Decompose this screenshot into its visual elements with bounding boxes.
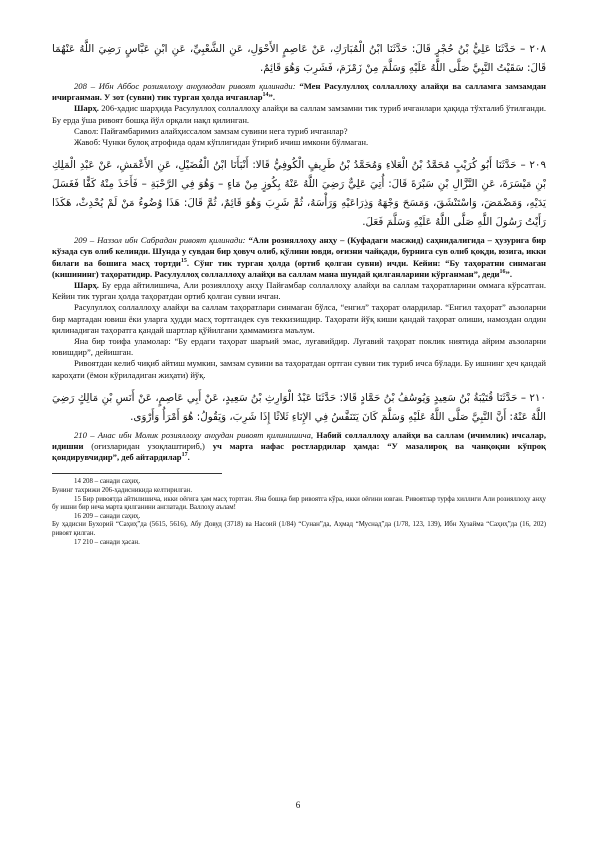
hadith-209-paragraph-4: Ривоятдан келиб чиқиб айтиш мумкин, замзам сувини ва таҳоратдан ортган сувни тик туриб ичса бўлади. Бу ишнинг ҳеч қандай кароҳати (ёмон кўриладиган жиҳати) йўқ. (52, 358, 546, 380)
hadith-208-translation (52, 81, 546, 103)
hadith-210-translation: 210 – Анас ибн Молик розияллоҳу анҳудан ривоят қилинишича, Набий соллаллоҳу алайҳи ва саллам (ичимлик) ичсалар, идишни (оғизларидан узоқлаштириб,) уч марта нафас ростлардилар ҳамда: “У мазалироқ ва чанқоқни кўпроқ қондирувчидир”, деб айтардилар$^{17}$. (52, 429, 546, 463)
document-page (52, 40, 546, 547)
hadith-208-arabic: ٢٠٨ – حَدَّثَنَا عَلِيُّ بْنُ حُجْرٍ قَالَ: حَدَّثَنَا ابْنُ الْمُبَارَكِ، عَنْ عَاصِمٍ الأَحْوَلِ، عَنِ الشَّعْبِيِّ، عَنِ ابْنِ عَبَّاسٍ رَضِيَ اللَّهُ عَنْهُمَا قَالَ: سَقَيْتُ النَّبِيَّ صَلَّى اللَّهُ عَلَيْهِ وَسَلَّمَ مِنْ زَمْزَمَ، فَشَرِبَ وَهُوَ قَائِمٌ. (52, 43, 546, 74)
footnote-14: 14 208 – санади саҳиҳ. (74, 478, 141, 486)
footnote-16: 16 209 – санади саҳиҳ. (74, 512, 141, 520)
sharh-label: Шарҳ. (74, 280, 99, 291)
hadith-210-text: уч марта нафас ростлардилар ҳамда: “У мазалироқ ва чанқоқни кўпроқ қондирувчидир”, деб айтардилар$^{17}$. (52, 441, 546, 463)
hadith-209-paragraph-3: Яна бир тоифа уламолар: “Бу ердаги таҳорат шаръий эмас, луғавийдир. Луғавий таҳорат поклик ниятида айрим аъзоларни ювишдир”, дейишган. (52, 336, 546, 358)
sharh-label: Шарҳ. (74, 103, 99, 114)
footnote-ref-15[interactable]: 15 (180, 257, 187, 264)
hadith-210-narrator: 210 – Анас ибн Молик розияллоҳу анҳудан ривоят қилинишича, (74, 429, 314, 440)
hadith-209-narrator: 209 – Наззол ибн Сабрадан ривоят қилинади: (74, 235, 246, 246)
hadith-209-translation (52, 235, 546, 280)
hadith-209-sharh: Шарҳ. Бу ерда айтилишича, Али розияллоҳу анҳу Пайғамбар соллаллоҳу алайҳи ва саллам таҳоратларини оммага кўрсатган. Кейин тик турган ҳолда таҳоратдан ортиб қолган сувни ичган. (52, 280, 546, 302)
footnote-15: 15 Бир ривоятда айтилишича, икки оёғига ҳам масҳ тортган. Яна бошқа бир ривоятга кўра, икки оёғини ювган. Ривоятлар турфа хиллиги Али розияллоҳу анҳу бу ишни бир неча марта қилганини англатади. Валлоҳу аълам! (52, 495, 546, 512)
page-number: 6 (295, 800, 301, 810)
hadith-208-narrator: 208 – Ибн Аббос розияллоҳу анҳумодан ривоят қилинади: (74, 81, 296, 91)
footnote-ref-17[interactable]: 17 (181, 452, 188, 459)
hadith-210-arabic: ٢١٠ – حَدَّثَنَا قُتَيْبَةُ بْنُ سَعِيدٍ وَيُوسُفُ بْنُ حَمَّادٍ قَالا: حَدَّثَنَا عَبْدُ الْوَارِثِ بْنُ سَعِيدٍ، عَنْ أَبِي عَاصِمٍ، عَنْ أَنَسِ بْنِ مَالِكٍ رَضِيَ اللَّهُ عَنْهُ: أَنَّ النَّبِيَّ صَلَّى اللَّهُ عَلَيْهِ وَسَلَّمَ كَانَ يَتَنَفَّسُ فِي الإِنَاءِ ثَلاثًا إِذَا شَرِبَ، وَيَقُولُ: هُوَ أَمْرَأُ وَأَرْوَى. (52, 391, 546, 423)
footnote-17: 17 210 – санади ҳасан. (74, 538, 140, 546)
hadith-208-sharh: Шарҳ. 206-ҳадис шарҳида Расулуллоҳ соллаллоҳу алайҳи ва саллам замзамни тик туриб ичганлари ҳақида тўхталиб ўтилганди. Бу ерда ўша ривоят бошқа йўл орқали нақл қилинган. (52, 103, 546, 125)
hadith-209-arabic: ٢٠٩ – حَدَّثَنَا أَبُو كُرَيْبٍ مُحَمَّدُ بْنُ الْعَلاءِ وَمُحَمَّدُ بْنُ طَرِيفٍ الْكُوفِيُّ قَالا: أَنْبَأَنَا ابْنُ الْفُضَيْلِ، عَنِ الأَعْمَشِ، عَنْ عَبْدِ الْمَلِكِ بْنِ مَيْسَرَةَ، عَنِ النَّزَّالِ بْنِ سَبْرَةَ قَالَ: أُتِيَ عَلِيٌّ رَضِيَ اللَّهُ عَنْهُ بِكُوزٍ مِنْ مَاءٍ – وَهُوَ فِي الرَّحْبَةِ – فَأَخَذَ مِنْهُ كَفًّا فَغَسَلَ يَدَيْهِ، وَمَضْمَضَ، وَاسْتَنْشَقَ، وَمَسَحَ وَجْهَهُ وَذِرَاعَيْهِ وَرَأْسَهُ، ثُمَّ شَرِبَ وَهُوَ قَائِمٌ، ثُمَّ قَالَ: هَذَا وُضُوءُ مَنْ لَمْ يُحْدِثْ، هَكَذَا رَأَيْتُ رَسُولَ اللَّهِ صَلَّى اللَّهُ عَلَيْهِ وَسَلَّمَ فَعَلَ. (52, 159, 546, 229)
footnote-ref-16[interactable]: 16 (499, 268, 506, 275)
hadith-208-answer: Жавоб: Чунки булоқ атрофида одам кўплигидан ўтириб ичиш имкони бўлмаган. (74, 137, 369, 148)
hadith-208-text: “Мен Расулуллоҳ соллаллоҳу алайҳи ва салламга замзамдан ичирганман. У зот (сувни) тик турган ҳолда ичганлар$^{14}$”. (52, 81, 546, 103)
hadith-209-paragraph-2: Расулуллоҳ соллаллоҳу алайҳи ва саллам таҳоратлари синмаган бўлса, “енгил” таҳорат олардилар. “Енгил таҳорат” аъзоларни бир мартадан ювиш ёки уларга ҳудди масҳ тортгандек сув теккизишдир. Таҳорати йўқ киши қандай таҳорат олиши, намоздан олдин қилинадиган таҳоратга қандай шартлар қўйилгани ҳаммамизга маълум. (52, 302, 546, 335)
hadith-209-text: “Али розияллоҳу анҳу – (Куфадаги масжид) саҳнидалигида – ҳузурига бир кўзада сув олиб келинди. Шунда у сувдан бир ҳовуч олиб, қўлини ювди, оғизни чайқади, бурнига сув олиб қоқди, юзига, икки билаги ва бошига масҳ тортди$^{15}$. Сўнг тик турган ҳолда (ортиб қолган сувни) ичди. Кейин: “Бу таҳоратни синмаган (кишининг) таҳоратидир. Расулуллоҳ соллаллоҳу алайҳи ва саллам мана шундай қилганларини кўрганман”, деди$^{16}$”. (52, 235, 546, 279)
footnote-divider (52, 473, 222, 474)
footnote-14-note: Бунинг тахрижи 206-ҳадисникида келтирилган. (52, 487, 193, 495)
footnote-ref-14[interactable]: 14 (262, 92, 269, 99)
footnote-16-note: Бу ҳадисни Бухорий “Саҳиҳ”да (5615, 5616), Абу Довуд (3718) ва Насоий (1/84) “Сунан”да, Аҳмад “Муснад”да (1/78, 123, 139), Ибн Хузайма “Саҳиҳ”да (16, 202) ривоят қилган. (52, 521, 546, 538)
hadith-208-question: Савол: Пайғамбаримиз алайҳиссалом замзам сувини нега туриб ичганлар? (74, 125, 348, 136)
